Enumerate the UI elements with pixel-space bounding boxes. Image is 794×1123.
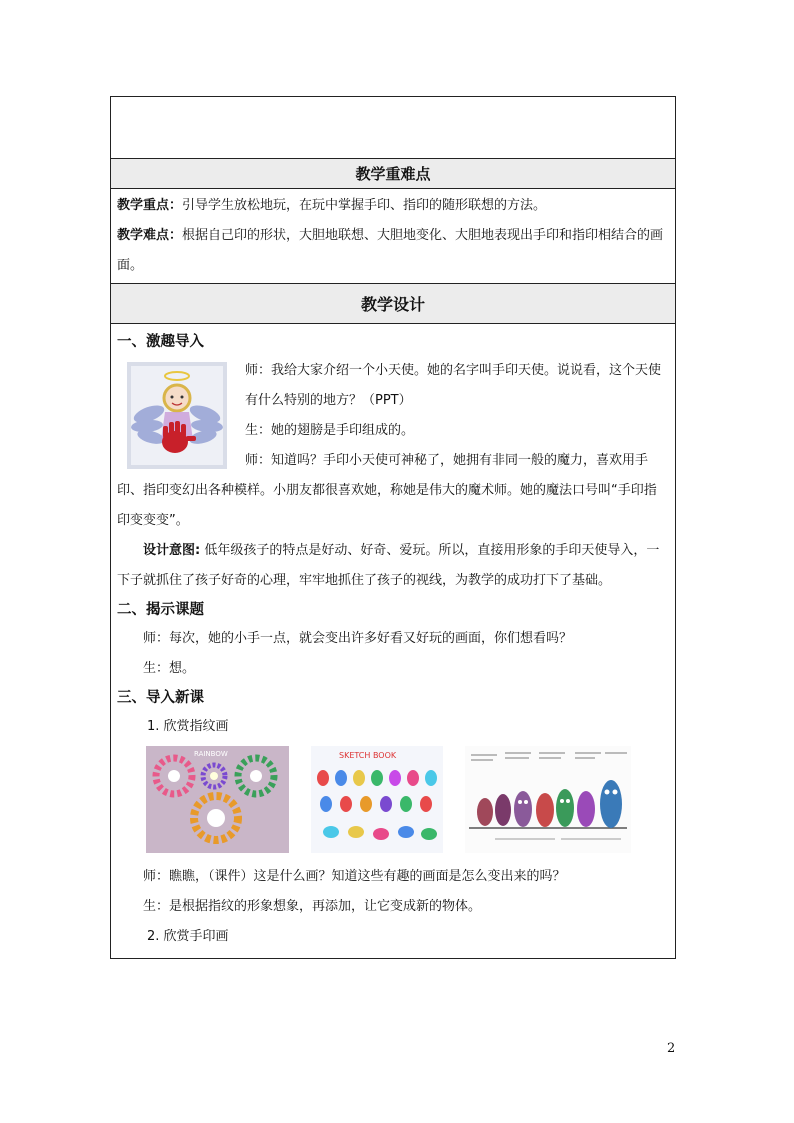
design-intent-label: 设计意图:	[143, 543, 201, 558]
teacher-intro-2: 师：知道吗？手印小天使可神秘了，她拥有非同一般的魔力，喜欢用手印、指印变幻出各种模样。小朋友都很喜欢她，称她是伟大的魔术师。她的魔法口号叫“手印指印变变变”。	[117, 453, 657, 528]
difficulty-paragraph	[117, 221, 669, 281]
student-look-answer: 生：是根据指纹的形象想象，再添加，让它变成新的物体。	[143, 899, 482, 914]
design-intent-text: 低年级孩子的特点是好动、好奇、爱玩。所以，直接用形象的手印天使导入，一下子就抓住了孩子好奇的心理，牢牢地抓住了孩子的视线，为教学的成功打下了基础。	[117, 543, 660, 588]
teacher-intro-1: 师：我给大家介绍一个小天使。她的名字叫手印天使。说说看，这个天使有什么特别的地方？（PPT）	[245, 363, 662, 408]
subitem-fingerprint: 1. 欣赏指纹画	[147, 719, 229, 734]
sketchbook-caption: SKETCH BOOK	[339, 751, 397, 760]
lesson-plan-table	[110, 96, 676, 959]
design-content	[111, 324, 675, 958]
part3-heading: 三、导入新课	[117, 690, 204, 706]
student-reply-1: 生：她的翅膀是手印组成的。	[245, 423, 415, 438]
section-header-key-points: 教学重难点	[111, 159, 675, 189]
focus-text: 引导学生放松地玩，在玩中掌握手印、指印的随形联想的方法。	[182, 198, 547, 213]
part1-heading: 一、激趣导入	[117, 334, 204, 350]
student-answer: 生：想。	[143, 661, 196, 676]
key-points-content	[111, 189, 675, 284]
rainbow-caption: RAINBOW	[194, 750, 228, 758]
hand-angel-image	[127, 362, 227, 469]
difficulty-label: 教学难点：	[117, 228, 183, 243]
focus-paragraph	[117, 191, 669, 221]
teacher-look-question: 师：瞧瞧，（课件）这是什么画？知道这些有趣的画面是怎么变出来的吗？	[143, 869, 566, 884]
rainbow-fingerprint-image	[146, 746, 289, 853]
sketchbook-fingerprint-image	[311, 746, 443, 853]
part2-heading: 二、揭示课题	[117, 602, 204, 618]
focus-label: 教学重点：	[117, 198, 183, 213]
blank-row	[111, 97, 675, 159]
difficulty-text: 根据自己印的形状，大胆地联想、大胆地变化、大胆地表现出手印和指印相结合的画面。	[117, 228, 664, 273]
subitem-handprint: 2. 欣赏手印画	[147, 929, 229, 944]
page-number: 2	[667, 1041, 676, 1056]
section-header-design: 教学设计	[111, 284, 675, 324]
design-intent	[117, 536, 669, 596]
teacher-question: 师：每次，她的小手一点，就会变出许多好看又好玩的画面，你们想看吗？	[143, 631, 573, 646]
owl-fingerprint-image	[465, 746, 631, 853]
fingerprint-gallery	[146, 746, 669, 854]
